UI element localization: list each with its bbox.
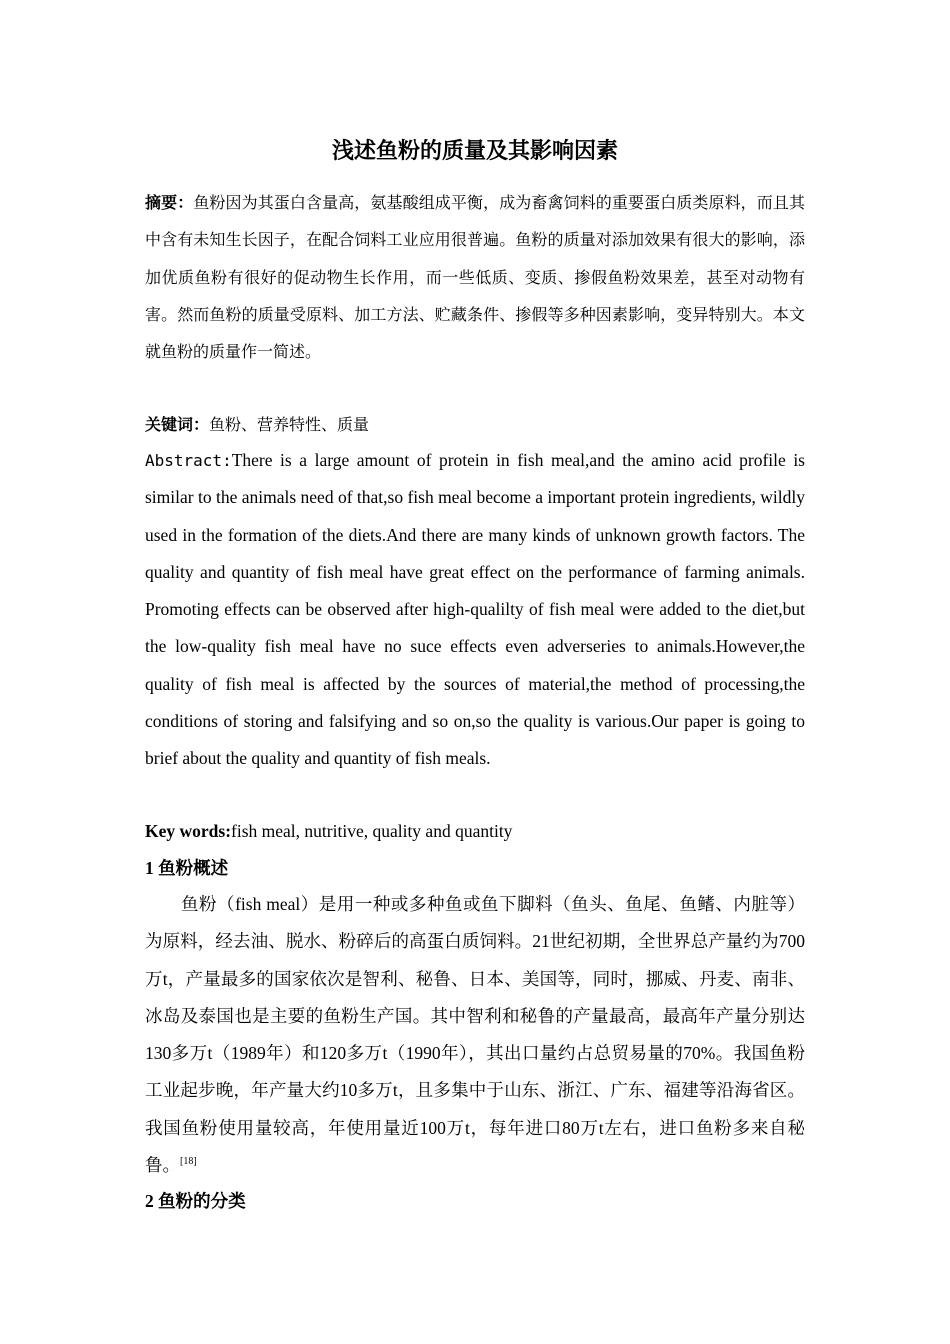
paper-title: 浅述鱼粉的质量及其影响因素	[331, 139, 618, 164]
section-1-heading: 1 鱼粉概述	[145, 858, 229, 878]
abstract-en-label: Abstract:	[145, 451, 232, 470]
abstract-en	[145, 442, 805, 778]
section-1-text: 鱼粉（fish meal）是用一种或多种鱼或鱼下脚料（鱼头、鱼尾、鱼鳍、内脏等）为原料，经去油、脱水、粉碎后的高蛋白质饲料。21世纪初期，全世界总产量约为700万t，产量最多的国家依次是智利、秘鲁、日本、美国等，同时，挪威、丹麦、南非、冰岛及泰国也是主要的鱼粉生产国。其中智利和秘鲁的产量最高，最高年产量分别达130多万t（1989年）和120多万t（1990年），其出口量约占总贸易量的70%。我国鱼粉工业起步晚，年产量大约10多万t，且多集中于山东、浙江、广东、福建等沿海省区。我国鱼粉使用量较高，年使用量近100万t，每年进口80万t左右，进口鱼粉多来自秘鲁。	[145, 894, 805, 1176]
keywords-cn	[145, 406, 805, 443]
keywords-en-label: Key words:	[145, 821, 232, 841]
keywords-cn-text: 鱼粉、营养特性、质量	[209, 415, 370, 434]
section-2-heading: 2 鱼粉的分类	[145, 1191, 246, 1211]
abstract-cn-text: 鱼粉因为其蛋白含量高，氨基酸组成平衡，成为畜禽饲料的重要蛋白质类原料，而且其中含有未知生长因子，在配合饲料工业应用很普遍。鱼粉的质量对添加效果有很大的影响，添加优质鱼粉有很好的促动物生长作用，而一些低质、变质、掺假鱼粉效果差，甚至对动物有害。然而鱼粉的质量受原料、加工方法、贮藏条件、掺假等多种因素影响，变异特别大。本文就鱼粉的质量作一简述。	[145, 193, 805, 362]
abstract-cn-label: 摘要：	[145, 193, 194, 212]
section-1-body	[145, 886, 805, 1184]
keywords-cn-label: 关键词：	[145, 415, 210, 434]
citation-marker: [18]	[180, 1156, 197, 1168]
abstract-cn	[145, 184, 805, 370]
abstract-en-text: There is a large amount of protein in fish meal,and the amino acid profile is similar to the animals need of that,so fish meal become a important protein ingredients, wildly used in the formation of the diets.And there are many kinds of unknown growth factors. The quality and quantity of fish meal have great effect on the performance of farming animals. Promoting effects can be observed after high-qualilty of fish meal were added to the diet,but the low-quality fish meal have no suce effects even adverseries to animals.However,the quality of fish meal is affected by the sources of material,the method of processing,the conditions of storing and falsifying and so on,so the quality is various.Our paper is going to brief about the quality and quantity of fish meals.	[145, 450, 805, 769]
keywords-en	[145, 813, 805, 850]
keywords-en-text: fish meal, nutritive, quality and quantity	[231, 821, 513, 841]
